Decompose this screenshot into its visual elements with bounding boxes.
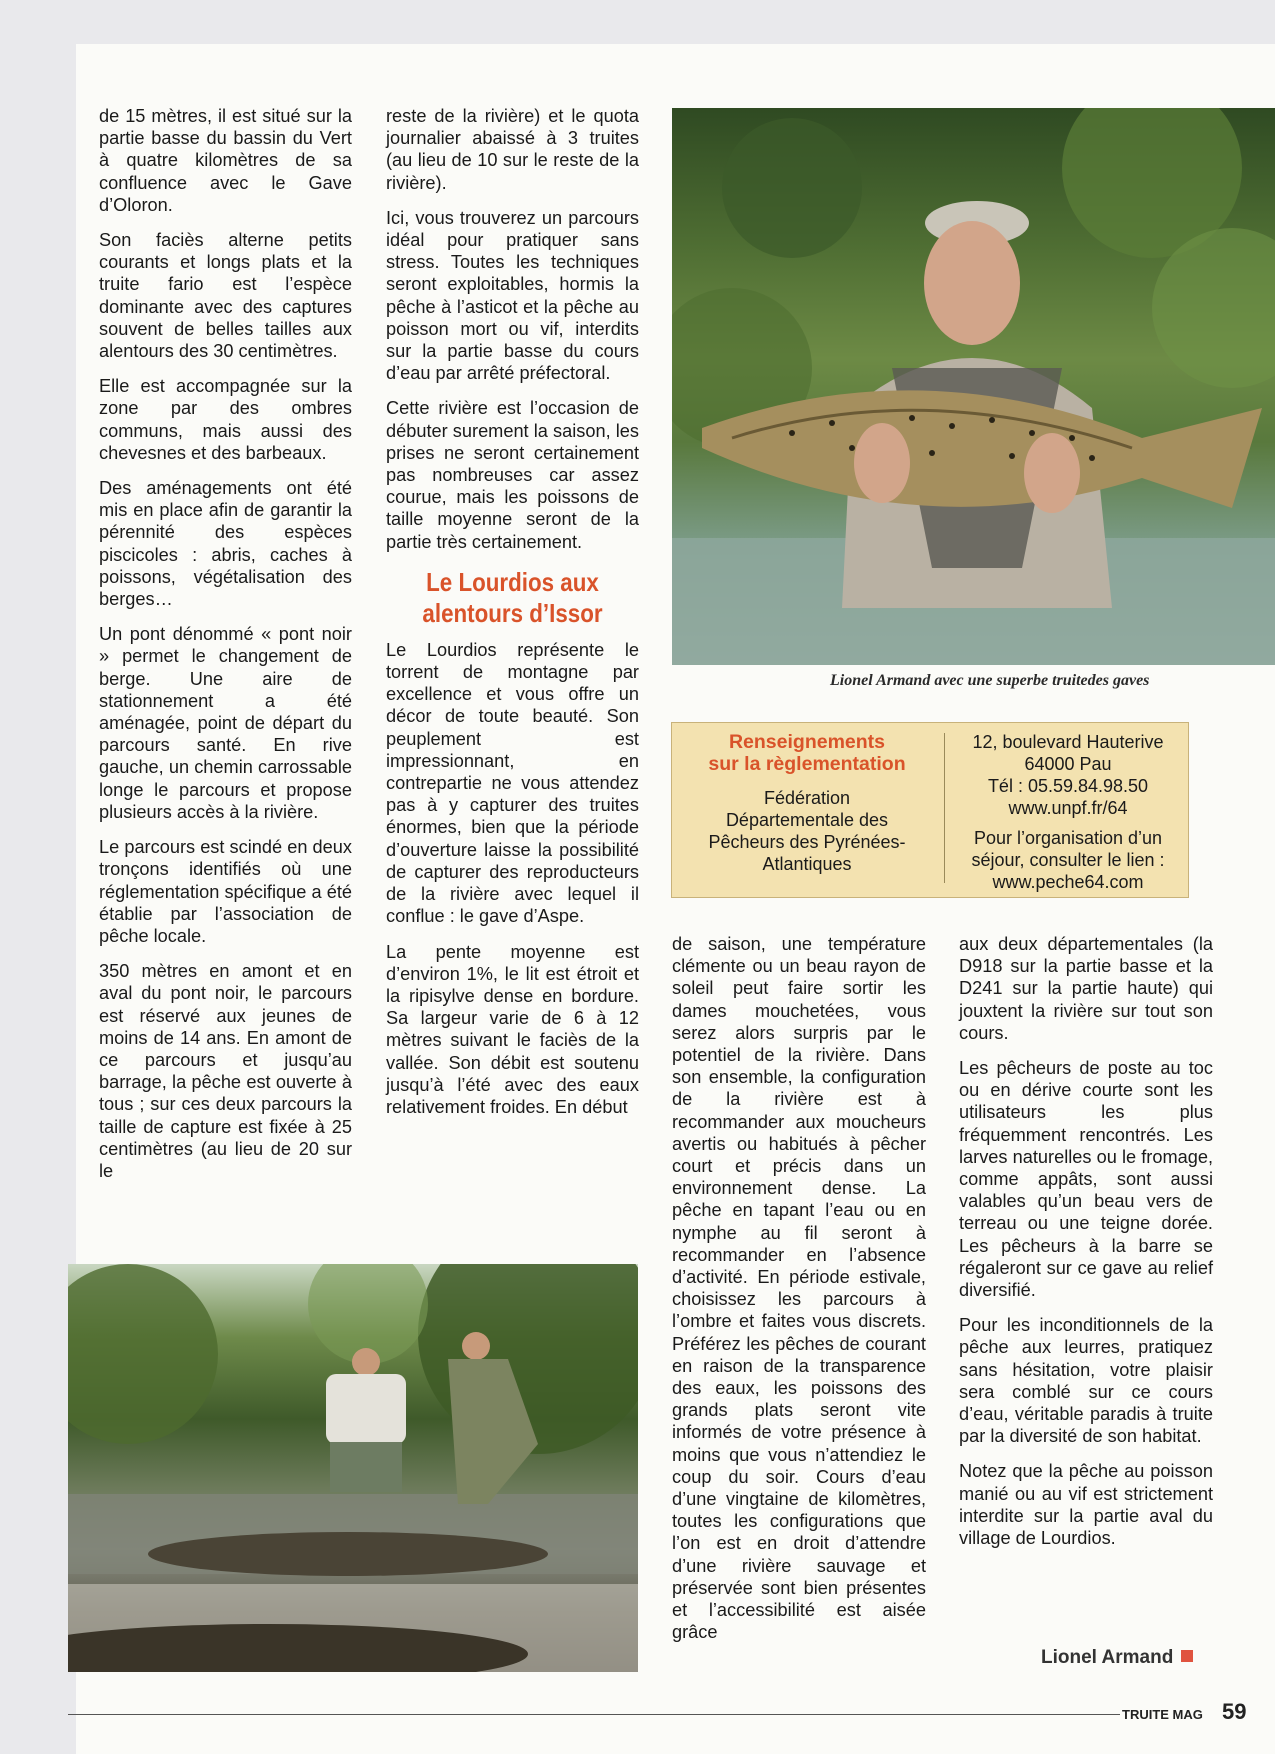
author-signature: Lionel Armand: [1041, 1647, 1193, 1669]
paragraph: 350 mètres en amont et en aval du pont noir, le parcours est réservé aux jeunes de moins de 14 ans. En amont de ce parcours et jusqu’au barrage, la pêche est ouverte à tous ; sur ces deux parcours la taille de capture est fixée à 25 centimètres (au lieu de 20 sur le: [99, 961, 352, 1181]
photo-anglers-in-river: [68, 1264, 638, 1672]
info-box-title: Renseignements sur la règlementation: [708, 731, 906, 775]
paragraph: de 15 mètres, il est situé sur la partie basse du bassin du Vert à quatre kilomètres de sa confluence avec le Gave d’Oloron.: [99, 106, 352, 215]
paragraph: Des aménagements ont été mis en place afin de garantir la pérennité des espèces piscicoles : abris, caches à poissons, végétalisation des berges…: [99, 478, 352, 610]
paragraph: Le Lourdios représente le torrent de montagne par excellence et vous offre un décor de toute beauté. Son peuplement est impressionnant, en contrepartie ne vous attendez pas à y capturer des truites énormes, bien que la période d’ouverture laisse la possibilité de capturer des reproducteurs de la rivière avec lequel il conflue : le gave d’Aspe.: [386, 639, 639, 927]
paragraph: Pour les inconditionnels de la pêche aux leurres, pratiquez sans hésitation, votre plaisir sera comblé sur ce cours d’eau, véritable paradis à truite par la diversité de son habitat.: [959, 1315, 1213, 1447]
paragraph: de saison, une température clémente ou un beau rayon de soleil peut faire sortir les dames mouchetées, vous serez alors surpris par le potentiel de la rivière. Dans son ensemble, la configuration de la rivière est à recommander aux moucheurs avertis ou habitués à pêcher court et précis dans un environnement dense. La pêche en tapant l’eau ou en nymphe au fil seront à recommander en l’absence d’activité. En période estivale, choisissez les parcours à l’ombre et faites vous discrets. Préférez les pêches de courant en raison de la transparence des eaux, les poissons des grands plats seront vite informés de votre présence à moins que vous n’attendiez le coup du soir. Cours d’eau d’une vingtaine de kilomètres, toutes les configurations que l’on est en droit d’attendre d’une rivière sauvage et préservée sont bien présentes et l’accessibilité est aisée grâce: [672, 934, 926, 1643]
divider: [944, 733, 945, 883]
article-column-1: [99, 105, 352, 1195]
paragraph: La pente moyenne est d’environ 1%, le lit est étroit et la ripisylve dense en bordure. Sa largeur varie de 6 à 12 mètres suivant le faciès de la vallée. Son débit est soutenu jusqu’à l’été avec des eaux relativement froides. En début: [386, 941, 639, 1117]
photo-angler-with-trout: [672, 108, 1275, 665]
article-column-2: [386, 105, 639, 1131]
info-box-left: [672, 731, 942, 875]
phone-number: Tél : 05.59.84.98.50: [987, 776, 1149, 796]
paragraph: Son faciès alterne petits courants et longs plats et la truite fario est l’espèce dominante avec des captures souvent de belles tailles aux alentours des 30 centimètres.: [99, 230, 352, 362]
website-link: www.peche64.com: [992, 872, 1144, 892]
page-number: 59: [1222, 1699, 1247, 1724]
address-line: 64000 Pau: [1024, 754, 1112, 774]
paragraph: Ici, vous trouverez un parcours idéal pour pratiquer sans stress. Toutes les techniques seront exploitables, hormis la pêche à l’asticot et la pêche au poisson mort ou vif, interdits sur la partie basse du cours d’eau par arrêté préfectoral.: [386, 207, 639, 384]
end-mark-icon: [1181, 1650, 1193, 1662]
info-box-contact: [948, 731, 1188, 893]
paragraph: reste de la rivière) et le quota journalier abaissé à 3 truites (au lieu de 10 sur le reste de la rivière).: [386, 106, 639, 193]
magazine-name: TRUITE MAG: [1122, 1707, 1203, 1722]
paragraph: Un pont dénommé « pont noir » permet le changement de berge. Une aire de stationnement a été aménagée, point de départ du parcours santé. En rive gauche, un chemin carrossable longe le parcours et propose plusieurs accès à la rivière.: [99, 624, 352, 822]
note-line: Pour l’organisation d’un: [973, 828, 1163, 848]
address-line: 12, boulevard Hauterive: [972, 732, 1164, 752]
website-link: www.unpf.fr/64: [1008, 798, 1128, 818]
paragraph: Notez que la pêche au poisson manié ou au vif est strictement interdite sur la partie aval du village de Lourdios.: [959, 1461, 1213, 1549]
article-column-3: [672, 933, 926, 1657]
paragraph: Le parcours est scindé en deux tronçons identifiés où une réglementation spécifique a été établie par l’association de pêche locale.: [99, 837, 352, 946]
paragraph: Elle est accompagnée sur la zone par des ombres communs, mais aussi des chevesnes et des barbeaux.: [99, 376, 352, 463]
footer-rule: [68, 1714, 1120, 1715]
note-line: séjour, consulter le lien :: [971, 850, 1165, 870]
paragraph: Cette rivière est l’occasion de débuter surement la saison, les prises ne seront certainement pas nombreuses car assez courue, mais les poissons de taille moyenne seront de la partie très certainement.: [386, 398, 639, 552]
section-heading: Le Lourdios aux alentours d’Issor: [422, 566, 603, 628]
regulations-info-box: [671, 722, 1189, 898]
federation-name: Fédération Départementale des Pêcheurs des Pyrénées- Atlantiques: [708, 788, 906, 874]
photo-illustration: [68, 1264, 638, 1672]
paragraph: aux deux départementales (la D918 sur la partie basse et la D241 sur la partie haute) qui jouxtent la rivière sur tout son cours.: [959, 934, 1213, 1043]
photo-illustration: [672, 108, 1275, 665]
paragraph: Les pêcheurs de poste au toc ou en dérive courte sont les utilisateurs les plus fréquemment rencontrés. Les larves naturelles ou le fromage, comme appâts, sont aussi valables qu’un beau vers de terreau ou une teigne dorée. Les pêcheurs à la barre se régaleront sur ce gave au relief diversifié.: [959, 1058, 1213, 1301]
photo-caption: Lionel Armand avec une superbe truitedes gaves: [830, 672, 1150, 689]
article-column-4: [959, 933, 1213, 1562]
